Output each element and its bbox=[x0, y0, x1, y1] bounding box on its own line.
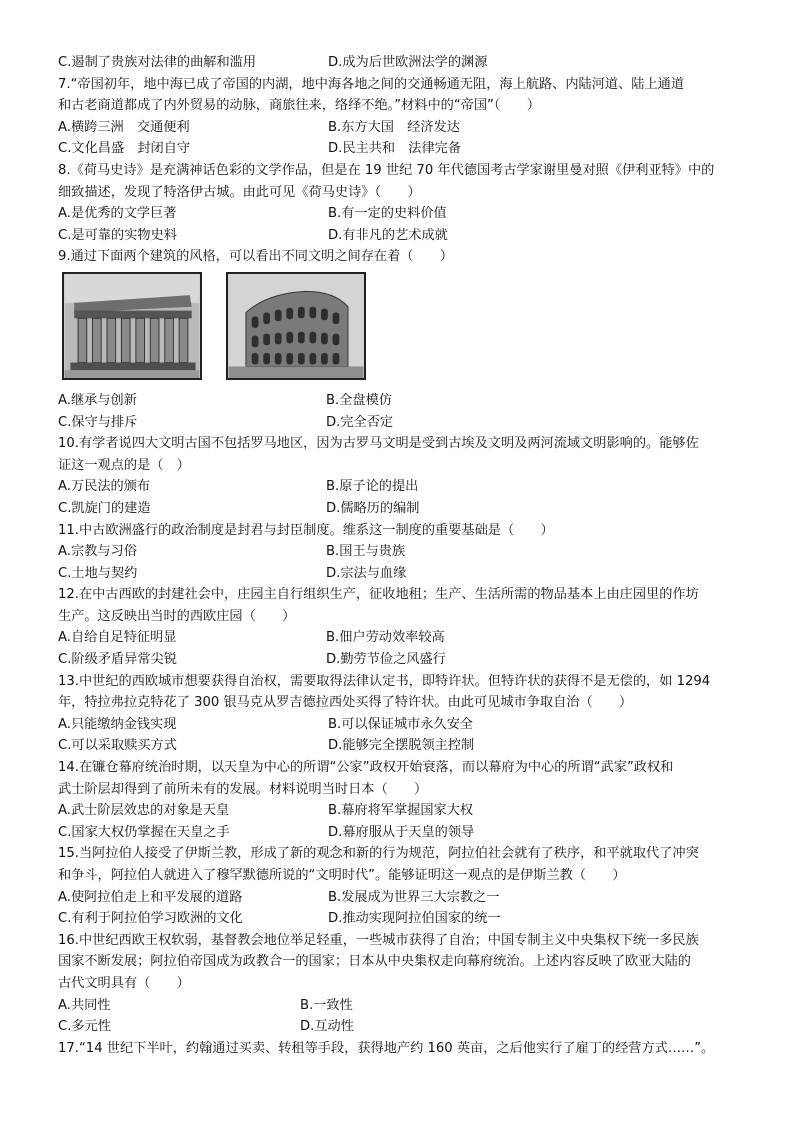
q16-options-row2 bbox=[58, 1016, 754, 1038]
q10-options-row1 bbox=[58, 476, 754, 498]
q7-option-c[interactable]: C.文化昌盛 封闭自守 bbox=[58, 141, 191, 157]
q11-option-c[interactable]: C.土地与契约 bbox=[58, 565, 138, 581]
q12-option-b[interactable]: B.佃户劳动效率较高 bbox=[326, 630, 445, 646]
q14-option-b[interactable]: B.幕府将军掌握国家大权 bbox=[328, 803, 474, 819]
q8-options-row2 bbox=[58, 225, 754, 247]
q14-stem-line1: 14.在镰仓幕府统治时期，以天皇为中心的所谓“公家”政权开始衰落，而以幕府为中心的所谓“武家”政权和 bbox=[58, 760, 674, 776]
q15-stem-line1: 15.当阿拉伯人接受了伊斯兰教，形成了新的观念和新的行为规范，阿拉伯社会就有了秩序，和平就取代了冲突 bbox=[58, 846, 699, 862]
q13-stem-line1: 13.中世纪的西欧城市想要获得自治权，需要取得法律认定书，即特许状。但特许状的获得不是无偿的，如 1294 bbox=[58, 673, 711, 689]
q7-option-b[interactable]: B.东方大国 经济发达 bbox=[328, 119, 460, 135]
q14-options-row2 bbox=[58, 822, 754, 844]
q12-options-row2 bbox=[58, 649, 754, 671]
q9-images bbox=[58, 268, 754, 390]
q11-stem-line1: 11.中古欧洲盛行的政治制度是封君与封臣制度。维系这一制度的重要基础是（ ） bbox=[58, 522, 554, 538]
q15-option-b[interactable]: B.发展成为世界三大宗教之一 bbox=[328, 889, 500, 905]
q16-stem-line3: 古代文明具有（ ） bbox=[58, 975, 190, 991]
q16-option-c[interactable]: C.多元性 bbox=[58, 1019, 111, 1035]
q10-option-d[interactable]: D.儒略历的编制 bbox=[326, 500, 420, 516]
q15-option-a[interactable]: A.使阿拉伯走上和平发展的道路 bbox=[58, 889, 243, 905]
colosseum-photo bbox=[226, 272, 366, 380]
q12-option-a[interactable]: A.自给自足特征明显 bbox=[58, 630, 177, 646]
q11-options-row1 bbox=[58, 541, 754, 563]
q13-option-c[interactable]: C.可以采取赎买方式 bbox=[58, 738, 177, 754]
q11-option-a[interactable]: A.宗教与习俗 bbox=[58, 544, 137, 560]
q14-options-row1 bbox=[58, 800, 754, 822]
q13-option-d[interactable]: D.能够完全摆脱领主控制 bbox=[328, 738, 475, 754]
q12-stem-line2: 生产。这反映出当时的西欧庄园（ ） bbox=[58, 608, 296, 624]
q9-options-row2 bbox=[58, 412, 754, 434]
q7-option-a[interactable]: A.横跨三洲 交通便利 bbox=[58, 119, 190, 135]
q13-option-a[interactable]: A.只能缴纳金钱实现 bbox=[58, 716, 177, 732]
q6-option-d[interactable]: D.成为后世欧洲法学的渊源 bbox=[328, 55, 488, 70]
q7-stem-line2: 和古老商道都成了内外贸易的动脉，商旅往来，络绎不绝。”材料中的“帝国”（ ） bbox=[58, 98, 541, 114]
q10-option-c[interactable]: C.凯旋门的建造 bbox=[58, 500, 151, 516]
q13-option-b[interactable]: B.可以保证城市永久安全 bbox=[328, 716, 474, 732]
colosseum-illustration bbox=[228, 274, 364, 378]
q10-option-b[interactable]: B.原子论的提出 bbox=[326, 479, 419, 495]
q9-option-c[interactable]: C.保守与排斥 bbox=[58, 414, 138, 430]
q8-option-d[interactable]: D.有非凡的艺术成就 bbox=[328, 227, 448, 243]
q13-options-row2 bbox=[58, 735, 754, 757]
q14-option-d[interactable]: D.幕府服从于天皇的领导 bbox=[328, 824, 475, 840]
q8-options-row1 bbox=[58, 203, 754, 225]
q9-option-b[interactable]: B.全盘模仿 bbox=[326, 392, 392, 408]
q8-option-b[interactable]: B.有一定的史料价值 bbox=[328, 206, 447, 222]
greek-temple-illustration bbox=[64, 274, 200, 378]
q10-stem-line1: 10.有学者说四大文明古国不包括罗马地区，因为古罗马文明是受到古埃及文明及两河流域文明影响的。能够佐 bbox=[58, 436, 699, 452]
q13-stem-line2: 年，特拉弗拉克特花了 300 银马克从罗吉德拉西处买得了特许状。由此可见城市争取自治（ ） bbox=[58, 695, 633, 711]
q9-option-d[interactable]: D.完全否定 bbox=[326, 414, 394, 430]
q7-options-row2 bbox=[58, 138, 754, 160]
q6-option-c[interactable]: C.遏制了贵族对法律的曲解和滥用 bbox=[58, 55, 257, 70]
q15-stem-line2: 和争斗，阿拉伯人就进入了穆罕默德所说的“文明时代”。能够证明这一观点的是伊斯兰教（ ） bbox=[58, 868, 626, 883]
q11-option-b[interactable]: B.国王与贵族 bbox=[326, 544, 406, 560]
q8-stem-line2: 细致描述，发现了特洛伊古城。由此可见《荷马史诗》（ ） bbox=[58, 184, 421, 200]
q14-option-c[interactable]: C.国家大权仍掌握在天皇之手 bbox=[58, 824, 230, 840]
q7-options-row1 bbox=[58, 117, 754, 139]
q7-stem-line1: 7.“帝国初年，地中海已成了帝国的内湖，地中海各地之间的交通畅通无阻，海上航路、内陆河道、陆上通道 bbox=[58, 76, 685, 92]
q15-option-c[interactable]: C.有利于阿拉伯学习欧洲的文化 bbox=[58, 911, 243, 927]
q7-option-d[interactable]: D.民主共和 法律完备 bbox=[328, 141, 462, 157]
q16-stem-line1: 16.中世纪西欧王权软弱，基督教会地位举足轻重，一些城市获得了自治；中国专制主义中央集权下统一多民族 bbox=[58, 932, 699, 948]
q8-option-a[interactable]: A.是优秀的文学巨著 bbox=[58, 206, 177, 222]
q12-option-d[interactable]: D.勤劳节俭之风盛行 bbox=[326, 652, 446, 668]
q9-options-row1 bbox=[58, 390, 754, 412]
greek-temple-photo bbox=[62, 272, 202, 380]
q15-option-d[interactable]: D.推动实现阿拉伯国家的统一 bbox=[328, 911, 501, 927]
q9-stem-line1: 9.通过下面两个建筑的风格，可以看出不同文明之间存在着（ ） bbox=[58, 249, 454, 265]
q16-option-b[interactable]: B.一致性 bbox=[300, 997, 353, 1013]
q8-stem-line1: 8.《荷马史诗》是充满神话色彩的文学作品，但是在 19 世纪 70 年代德国考古学家谢里曼对照《伊利亚特》中的 bbox=[58, 162, 715, 178]
q10-stem-line2: 证这一观点的是（ ） bbox=[58, 457, 190, 473]
q11-option-d[interactable]: D.宗法与血缘 bbox=[326, 565, 407, 581]
q15-options-row2 bbox=[58, 908, 754, 930]
q12-stem-line1: 12.在中古西欧的封建社会中，庄园主自行组织生产，征收地租；生产、生活所需的物品基本上由庄园里的作坊 bbox=[58, 587, 699, 603]
q10-option-a[interactable]: A.万民法的颁布 bbox=[58, 479, 151, 495]
q17-stem-line1: 17.“14 世纪下半叶，约翰通过买卖、转租等手段，获得地产约 160 英亩，之后他实行了雇丁的经营方式……”。 bbox=[58, 1040, 715, 1056]
q11-options-row2 bbox=[58, 563, 754, 585]
q10-options-row2 bbox=[58, 498, 754, 520]
q12-options-row1 bbox=[58, 627, 754, 649]
q13-options-row1 bbox=[58, 714, 754, 736]
q12-option-c[interactable]: C.阶级矛盾异常尖锐 bbox=[58, 652, 177, 668]
q16-stem-line2: 国家不断发展；阿拉伯帝国成为政教合一的国家；日本从中央集权走向幕府统治。上述内容反映了欧亚大陆的 bbox=[58, 954, 691, 970]
q16-option-a[interactable]: A.共同性 bbox=[58, 997, 111, 1013]
q16-option-d[interactable]: D.互动性 bbox=[300, 1019, 354, 1035]
q16-options-row1 bbox=[58, 995, 754, 1017]
q8-option-c[interactable]: C.是可靠的实物史料 bbox=[58, 227, 177, 243]
q6-options bbox=[58, 52, 754, 74]
q14-stem-line2: 武士阶层却得到了前所未有的发展。材料说明当时日本（ ） bbox=[58, 781, 428, 797]
q9-option-a[interactable]: A.继承与创新 bbox=[58, 392, 137, 408]
q14-option-a[interactable]: A.武士阶层效忠的对象是天皇 bbox=[58, 803, 230, 819]
q15-options-row1 bbox=[58, 887, 754, 909]
